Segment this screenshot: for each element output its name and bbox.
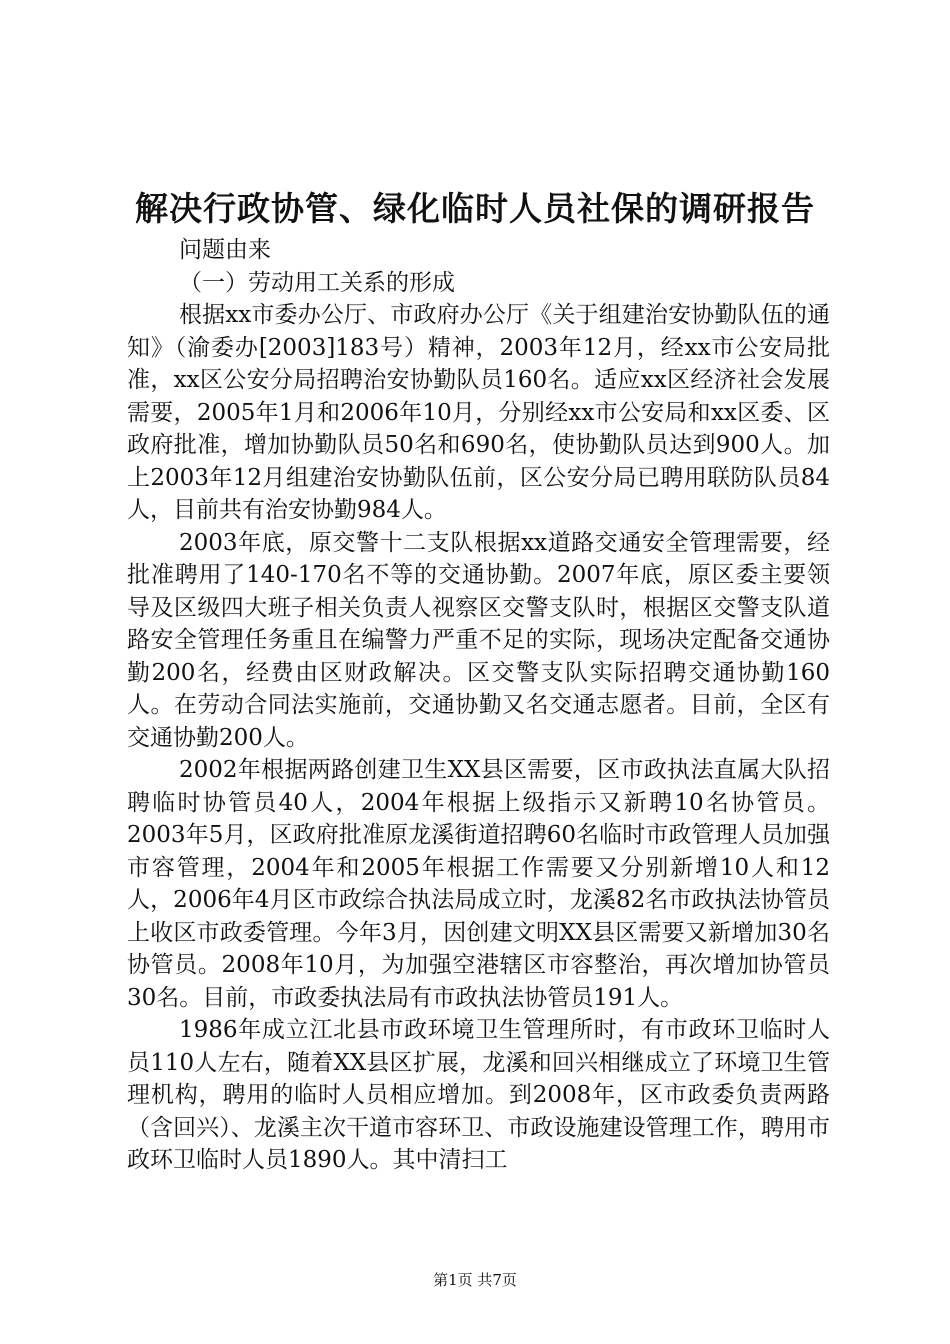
page-footer: 第1页 共7页: [433, 1271, 517, 1289]
paragraph-traffic-assistants: 2003年底，原交警十二支队根据xx道路交通安全管理需要，经批准聘用了140-170名不等的交通协勤。2007年底，原区委主要领导及区级四大班子相关负责人视察区交警支队时，根据区交警支队道路安全管理任务重且在编警力严重不足的实际，现场决定配备交通协勤200名，经费由区财政解决。区交警支队实际招聘交通协勤160人。在劳动合同法实施前，交通协勤又名交通志愿者。目前，全区有交通协勤200人。: [127, 529, 830, 751]
document-body: [127, 234, 830, 1177]
paragraph-municipal-assistants: 2002年根据两路创建卫生XX县区需要，区市政执法直属大队招聘临时协管员40人，2004年根据上级指示又新聘10名协管员。2003年5月，区政府批准原龙溪街道招聘60名临时市政管理人员加强市容管理，2004年和2005年根据工作需要又分别新增10人和12人，2006年4月区市政综合执法局成立时，龙溪82名市政执法协管员上收区市政委管理。今年3月，因创建文明XX县区需要又新增加30名协管员。2008年10月，为加强空港辖区市容整治，再次增加协管员30名。目前，市政委执法局有市政执法协管员191人。: [127, 757, 830, 1011]
subsection-heading: （一）劳动用工关系的形成: [179, 269, 455, 296]
paragraph-security-patrol: 根据xx市委办公厅、市政府办公厅《关于组建治安协勤队伍的通知》（渝委办[2003]183号）精神，2003年12月，经xx市公安局批准，xx区公安分局招聘治安协勤队员160名。适应xx区经济社会发展需要，2005年1月和2006年10月，分别经xx市公安局和xx区委、区政府批准，增加协勤队员50名和690名，使协勤队员达到900人。加上2003年12月组建治安协勤队伍前，区公安分局已聘用联防队员84人，目前共有治安协勤984人。: [127, 302, 830, 523]
paragraph-sanitation-staff: 1986年成立江北县市政环境卫生管理所时，有市政环卫临时人员110人左右，随着XX县区扩展，龙溪和回兴相继成立了环境卫生管理机构，聘用的临时人员相应增加。到2008年，区市政委负责两路（含回兴）、龙溪主次干道市容环卫、市政设施建设管理工作，聘用市政环卫临时人员1890人。其中清扫工: [127, 1017, 830, 1173]
document-title: 解决行政协管、绿化临时人员社保的调研报告: [135, 189, 815, 228]
section-heading: 问题由来: [179, 237, 271, 263]
